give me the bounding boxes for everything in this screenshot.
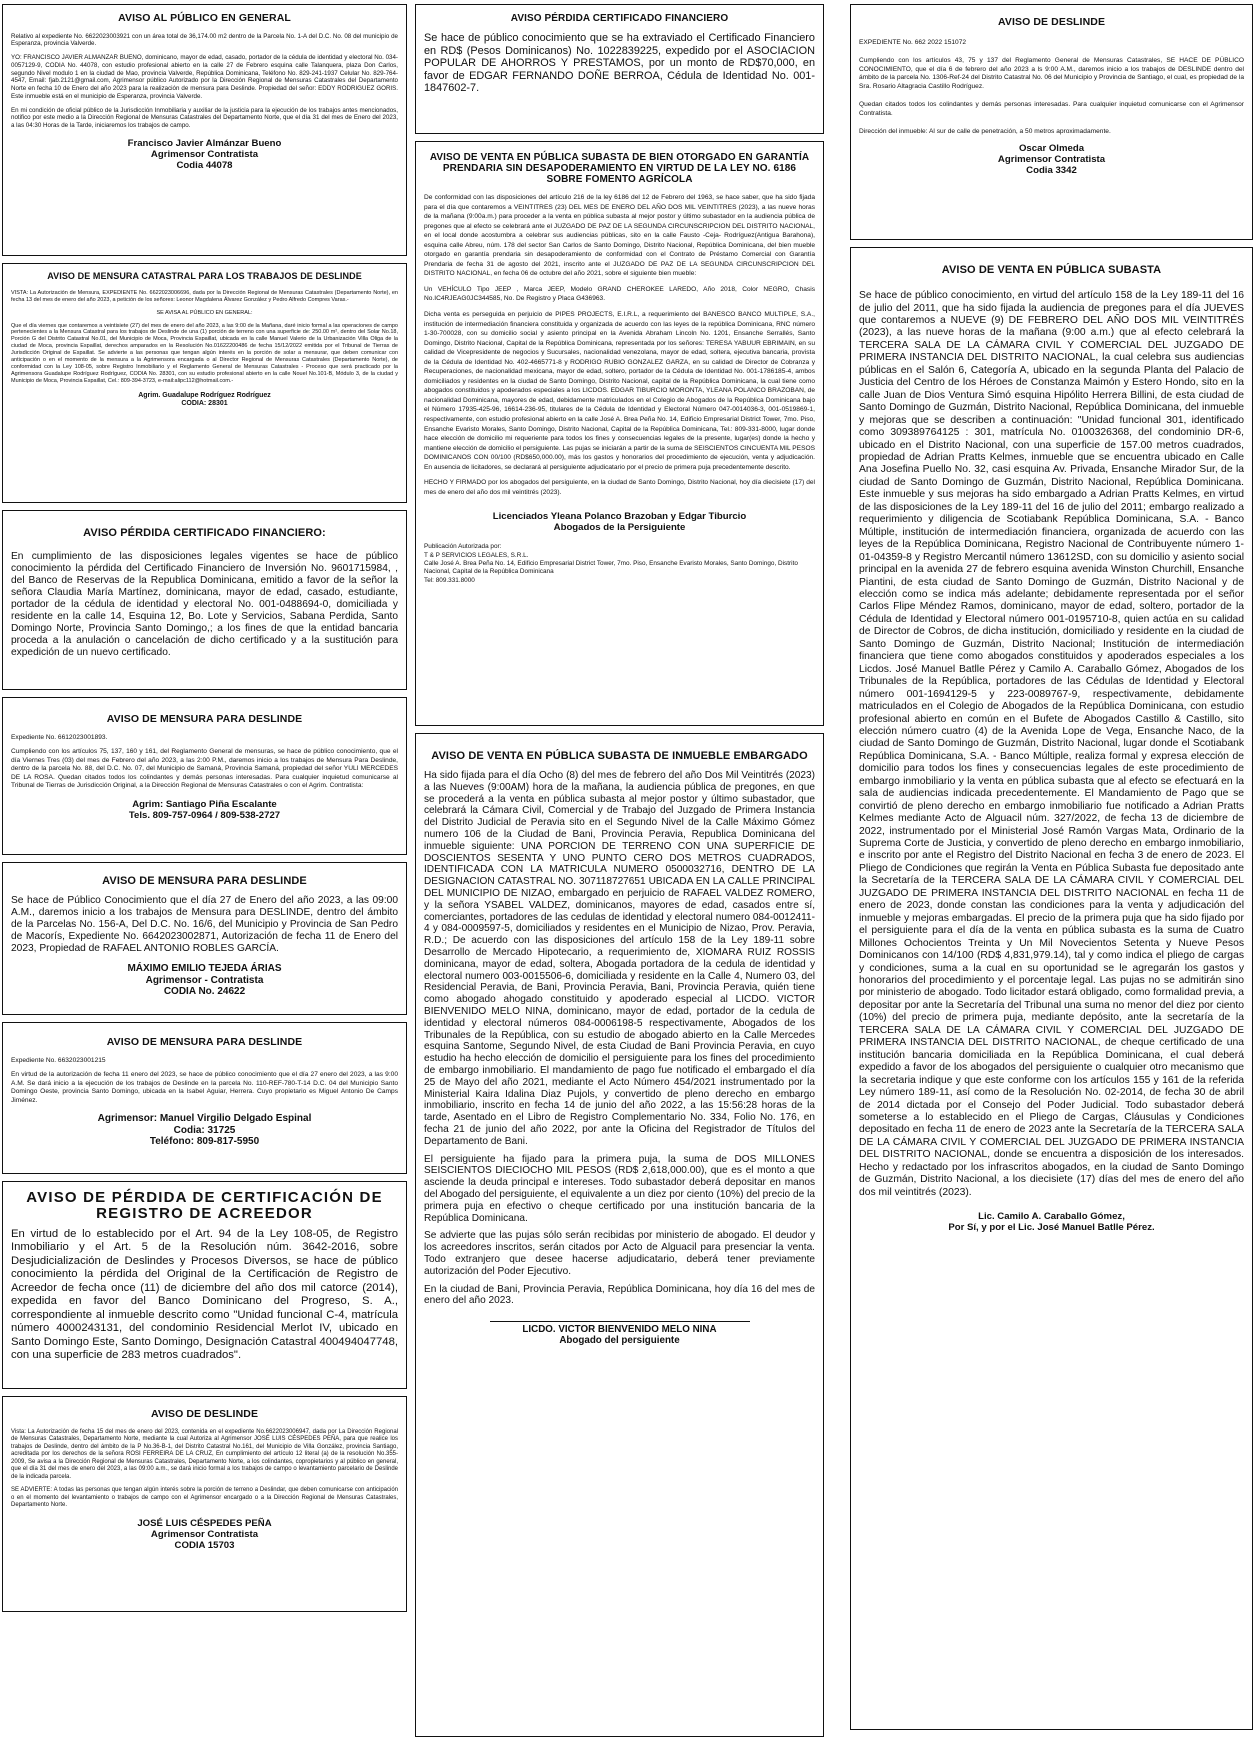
- signature-name: LICDO. VICTOR BIENVENIDO MELO NINA: [522, 1324, 717, 1336]
- notice-deslinde-villa-gonzalez: [2, 1396, 407, 1612]
- notice-paragraph: EXPEDIENTE No. 662 2022 151072: [859, 38, 967, 46]
- signature-role: Agrimensor Contratista: [150, 1528, 259, 1540]
- notice-paragraph: En mi condición de oficial público de la Jurisdicción Inmobiliaria y auxiliar de la justicia para la ejecución de los trabajos antes mencionados, notifico por este medio a la Dirección Regional de Mensuras Catastrales del Departamento Norte, que el día 31 del mes de Enero del 2023, a las 04:30 Horas de la Tarde, iniciaremos los trabajos de campo.: [11, 106, 398, 130]
- signature-codia: CODIA 15703: [174, 1539, 235, 1551]
- notice-paragraph: En virtud de lo establecido por el Art. 94 de la Ley 108-05, de Registro Inmobiliario y el Art. 5 de la Resolución núm. 3642-2016, sobre Desjudicialización de Deslindes y Procesos Diversos, se hace de público conocimiento la pérdida del Original de la Certificación de Registro de Acreedor de fecha once (11) de diciembre del año dos mil catorce (2014), expedida en favor del Banco Dominicano del Progreso, S. A., correspondiente al inmueble descrito como "Unidad funcional C-4, matrícula número 4000243131, del condominio Residencial Merlot IV, ubicado en Santo Domingo Este, Santo Domingo, Designación Catastral 400494047748, con una superficie de 283 metros cuadrados".: [11, 1227, 398, 1362]
- notice-paragraph: Ha sido fijada para el día Ocho (8) del mes de febrero del año Dos Mil Veintitrés (2023) a las Nueves (9:00AM) hora de la mañana, la audiencia pública de pregones, en que se procederá a la venta en pública subasta al mejor postor y último subastador, que celebrará la Cámara Civil, Comercial y de Trabajo del Juzgado de Primera Instancia del Distrito Judicial de Peravia sito en el Segundo Nivel de la Calle Máximo Gómez numero 106 de la Ciudad de Bani, Provincia Peravia, Republica Dominicana del inmueble siguiente: UNA PORCION DE TERRENO CON UNA SUPERFICIE DE DOSCIENTOS SESENTA Y UNO PUNTO CERO DOS METROS CUADRADOS, IDENTIFICADA CON LA MATRICULA NUMERO 0500032716, DENTRO DE LA DESIGNACION CATASTRAL NO. 307118727651 UBICADA EN LA CALLE PRINCIPAL DEL MUNICIPIO DE NIZAO, embargado en perjuicio de RAFAEL VALDEZ ROMERO, y la señora YSABEL VALDEZ, dominicanos, mayores de edad, casados entre sí, comerciantes, portadores de las cedulas de identidad y electoral numero 084-0012411-4 y 084-0009597-5, domiciliados y residentes en el Municipio de Nizao, Prov. Peravia, R.D.; De acuerdo con las disposiciones del artículo 158 de la Ley 189-11 sobre Desarrollo de Mercado Hipotecario, a requerimiento de, XIOMARA RUIZ ROSSIS dominicana, mayor de edad, soltera, Abogada portadora de la cedula de identidad y electoral numero 003-0015506-6, domiciliada y residente en la Calle 4, Numero 03, del Residencial Peravia, de Bani, Provincia Peravia, Bani, Provincia Peravia, quién tiene como abogado ahogado constituido y apoderado especial al LICDO. VICTOR BIENVENIDO MELO NINA, dominicano, mayor de edad, portador de la cedula de identidad y electoral números 084-0006198-5 respectivamente, Abogados de los Tribunales de la República, con su estudio de abogado abierto en la Calle Mercedes esquina Santome, Segundo Nivel, de esta Ciudad de Bani Provincia Peravia, en cuyo estudio ha hecho elección de domicilio el persiguiente para los fines del procedimiento de embargo inmobiliario. El mandamiento de pago fue notificado el embargado el día 25 de Mayo del año 2021, mediante el Acto Número 454/2021 instrumentado por la Ministerial Kaira Idalina Diaz Pujols, y convertido de pleno derecho en embargo inmobiliario, inscrito en fecha 14 de junio del año 2022, a las 15:56:28 horas de la tarde, Asentado en el Libro de Registro Complementario No. 334, Folio No. 176, en fecha 21 de junio del año 2022, por ante la Oficina del Registrador de Títulos del Departamento de Bani.: [424, 770, 815, 1147]
- signature-codia: CODIA No. 24622: [163, 986, 246, 998]
- notice-paragraph: Relativo al expediente No. 6622023003921 con un área total de 36,174.00 m2 dentro de la Parcela No. 1-A del D.C. No. 08 del municipio de Esperanza, provincia Valverde.: [11, 32, 398, 48]
- notice-mensura-catastral: [2, 263, 407, 503]
- notice-perdida-certificado-financiero: [2, 510, 407, 690]
- signature-name: MÁXIMO EMILIO TEJEDA ÁRIAS: [127, 963, 282, 975]
- column-middle: [415, 4, 824, 1744]
- signature-line: [490, 1321, 750, 1322]
- notice-venta-subasta-inmueble-embargado: [415, 733, 824, 1737]
- notice-paragraph: El persiguiente ha fijado para la primera puja, la suma de DOS MILLONES SEISCIENTOS DIECIOCHO MIL PESOS (RD$ 2,618,000.00), que es el monto a que asciende la deuda principal e intereses. Todo subastador deberá depositar en manos del Abogado del persiguiente, el equivalente a un diez por ciento (10%) del precio de la primera puja en efectivo o cheque certificado por una institución bancaria de la República Dominicana.: [424, 1153, 815, 1224]
- notice-paragraph: SE ADVIERTE: A todas las personas que tengan algún interés sobre la porción de terreno a Deslindar, que deben comunicarse con anticipación o en el momento del levantamiento o trabajos de campo con el Agrimensor encargado o a la Dirección Regional de Mensuras Catastrales, Departamento Norte.: [11, 1487, 398, 1509]
- signature-role: Abogado del persiguiente: [559, 1335, 680, 1347]
- publication-phone: Tel: 809.331.8000: [424, 576, 475, 584]
- signature-name: Agrim: Santiago Piña Escalante: [132, 798, 277, 810]
- notice-mensura-deslinde-san-pedro: [2, 862, 407, 1015]
- notice-title: AVISO DE PÉRDIDA DE CERTIFICACIÓN DE REGISTRO DE ACREEDOR: [26, 1189, 383, 1222]
- notice-aviso-publico-general: [2, 4, 407, 256]
- notice-mensura-deslinde-samana: [2, 697, 407, 855]
- notice-paragraph: De conformidad con las disposiciones del artículo 216 de la ley 6186 del 12 de Febrero del 1963, se hace saber, que ha sido fijada para el día que contaremos a VEINTITRES (23) DEL MES DE ENERO DEL AÑO DOS MIL VEINTITRES (2023), a las nueve horas de la mañana (9:00a.m.) para proceder a la venta en pública subasta al mejor postor y último subastador en la audiencia pública de pregones que al efecto se celebrará ante el JUZGADO DE PAZ DE LA SEGUNDA CIRCUNSCRIPCION DEL DISTRITO NACIONAL, en el local donde acostumbra a celebrar sus audiencias públicas, sito en la calle Fausto -Ceja- Rodríguez(Antigua Barahona), esquina calle Abreu, núm. 178 del sector San Carlos de Santo Domingo, Distrito Nacional, República Dominicana, del bien mueble otorgado en garantía prendaria sin desapoderamiento de conformidad con el Contrato de Préstamo Comercial con Garantía Prendaria de fecha 31 de agosto del 2021, inscrito ante el JUZGADO DE PAZ DE LA SEGUNDA CIRCUNSCRIPCION DEL DISTRITO NACIONAL, en fecha 06 de octubre del año 2021, sobre el siguiente bien mueble:: [424, 194, 815, 278]
- notice-title: AVISO DE MENSURA PARA DESLINDE: [106, 713, 303, 725]
- publication-firm: T & P SERVICIOS LEGALES, S.R.L.: [424, 551, 529, 559]
- signature-role: Agrimensor - Contratista: [145, 974, 264, 986]
- notice-title: AVISO DE VENTA EN PÚBLICA SUBASTA DE BIEN OTORGADO EN GARANTÍA PRENDARIA SIN DESAPODERAMIENTO EN VIRTUD DE LA LEY NO. 6186 SOBRE FOMENTO AGRÍCOLA: [429, 152, 810, 185]
- signature-block: [11, 799, 398, 821]
- notice-paragraph: En la ciudad de Bani, Provincia Peravia, República Dominicana, hoy día 16 del mes de enero del año 2023.: [424, 1283, 815, 1307]
- notice-paragraph: Un VEHÍCULO Tipo JEEP , Marca JEEP, Modelo GRAND CHEROKEE LAREDO, Año 2018, Color NEGRO, Chasis No.IC4RJEAG0JC344585, No. De Registro y Placa G436963.: [424, 285, 815, 303]
- signature-name: Oscar Olmeda: [1018, 143, 1085, 155]
- signature-block: [424, 511, 815, 533]
- signature-codia: Codia 3342: [1026, 165, 1077, 177]
- notice-paragraph: En virtud de la autorización de fecha 11 enero del 2023, se hace de público conocimiento que el día 27 enero del 2023, a las 9:00 A.M. Se dará inicio a la ejecución de los trabajos de Deslinde en la parcela No. 110-REF-780-T-14 D.C. 04 del Municipio Santo Domingo Oeste, provincia Santo Domingo, ubicada en la Isabel Aguiar, Herrera. Cuyo propietario es Miguel Antonio De Camps Jiménez.: [11, 1071, 398, 1104]
- signature-block: [11, 138, 398, 171]
- signature-codia: Codia: 31725: [173, 1124, 236, 1136]
- signature-name: Agrim. Guadalupe Rodríguez Rodríguez: [138, 392, 271, 400]
- signature-block: [11, 1113, 398, 1148]
- notice-title: AVISO DE MENSURA PARA DESLINDE: [102, 875, 307, 887]
- signature-name: Francisco Javier Almánzar Bueno: [127, 137, 282, 149]
- notice-title: AVISO PÉRDIDA CERTIFICADO FINANCIERO: [510, 13, 729, 24]
- column-left: [2, 4, 407, 1619]
- publication-address: Calle José A. Brea Peña No. 14, Edificio Empresarial District Tower, 7mo. Piso, Ensanche Evaristo Morales, Santo Domingo, Distrito Nacional, Capital de la República Dominicana: [424, 560, 798, 576]
- notice-paragraph: YO: FRANCISCO JAVIER ALMANZAR BUENO, dominicano, mayor de edad, casado, portador de la cédula de identidad y electoral No. 034-0057129-9, CODIA No. 44078, con estudio profesional abierto en la calle 27 de Febrero esquina calle Talanquera, plaza Don Carlos, segundo Nivel modulo 1 en la ciudad de Mao, provincia Valverde, República Dominicana, Teléfono No. 829-241-1937 Celular No. 829-764-4547, Email: fjab.2121@gmail.com, Agrimensor público Autorizado por la Dirección Regional de Mensuras Catastrales del Departamento Norte en fecha 10 de Enero del año 2023 para la realización de mensura para Deslinde. Propiedad del señor: EDDY RODRIGUEZ GORIS. Este inmueble está en el municipio de Esperanza, provincia Valverde.: [11, 54, 398, 100]
- signature-codia: CODIA: 28301: [181, 400, 228, 408]
- notice-title: AVISO DE DESLINDE: [150, 1408, 259, 1420]
- publication-credit: [424, 543, 815, 585]
- notice-paragraph: Quedan citados todos los colindantes y demás personas interesadas. Para cualquier inquietud comunicarse con el Agrimensor Contratista.: [859, 101, 1244, 117]
- notice-paragraph: Se hace de público conocimiento que se ha extraviado el Certificado Financiero en RD$ (Pesos Dominicanos) No. 1022839225, expedido por el ASOCIACION POPULAR DE AHORROS Y PRESTAMOS, por un monto de RD$70,000, en favor de EDGAR FERNANDO DOÑE BERROA, Cédula de Identidad No. 001-1847602-7.: [424, 32, 815, 95]
- notice-mensura-deslinde-santo-domingo-oeste: [2, 1022, 407, 1174]
- signature-role: Agrimensor Contratista: [150, 148, 259, 160]
- signature-role: Abogados de la Persiguiente: [553, 522, 686, 534]
- notice-deslinde-santiago: [850, 4, 1253, 240]
- signature-phone: Teléfono: 809-817-5950: [149, 1136, 260, 1148]
- notice-paragraph: HECHO Y FIRMADO por los abogados del persiguiente, en la ciudad de Santo Domingo, Distrito Nacional, hoy día diecisiete (17) del mes de enero del año dos mil veintitrés (2023).: [424, 479, 815, 496]
- signature-phones: Tels. 809-757-0964 / 809-538-2727: [128, 809, 281, 821]
- signature-name: Lic. Camilo A. Caraballo Gómez,: [978, 1211, 1125, 1223]
- notice-title: AVISO DE MENSURA PARA DESLINDE: [106, 1036, 303, 1048]
- notice-paragraph: Se hace de público conocimiento, en virtud del artículo 158 de la Ley 189-11 del 16 de julio del 2011, que ha sido fijada la audiencia de pregones para el día JUEVES que contaremos a NUEVE (9) DE FEBRERO DEL AÑO DOS MIL VEINTITRÉS (2023), a las nueve horas de la mañana (9:00 a.m.) que al efecto celebrará la TERCERA SALA DE LA CÁMARA CIVIL Y COMERCIAL DEL JUZGADO DE PRIMERA INSTANCIA DEL DISTRITO NACIONAL, la cual celebra sus audiencias públicas en el Salón 6, Categoría A, ubicado en la segunda Planta del Palacio de Justicia del Centro de los Héroes de Constanza Maimón y Estero Hondo, sito en la calle Juan de Dios Ventura Simó esquina Hipólito Herrera Billini, de esta ciudad de Santo Domingo de Guzmán, Distrito Nacional, República Dominicana, del inmueble y mejoras que se describen a continuación: "Unidad funcional 301, identificado como 309389764125 : 301, matrícula No. 0100326368, del condominio DR-6, ubicado en el Distrito Nacional, con una superficie de 157.00 metros cuadrados, propiedad de Adrian Pratts Kelmes, inmueble que se encuentra ubicado en Calle Ana Josefina Puello No. 32, casi esquina Av. Privada, Ensanche Mirador Sur, de la ciudad de Santo Domingo de Guzmán, Distrito Nacional, República Dominicana. Este inmueble y sus mejoras ha sido embargado a Adrian Pratts Kelmes, en virtud de las disposiciones de la Ley 189-11 del 16 de julio del 2011; embargo realizado a requerimiento y diligencia de Scotiabank República Dominicana, S.A. - Banco Múltiple, institución de intermediación financiera, organizada de acuerdo con las leyes de la República Dominicana, Registro Nacional de Contribuyente número 1-01-04359-8 y Registro Mercantil número 13612SD, con su domicilio y asiento social principal en la avenida 27 de febrero esquina avenida Winston Churchill, Ensanche Piantini, de esta ciudad de Santo Domingo de Guzmán, Distrito Nacional y de elección como se indica más adelante; debidamente representada por el señor Carlos Flipe Méndez Ramos, dominicano, mayor de edad, soltero, portador de la Cédula de Identidad y Electoral número 001-0195710-8, quien actúa en su calidad de Director de Cobros, de dicha institución, domiciliado y residente en la ciudad de Santo Domingo de Guzmán, Distrito Nacional; Institución de intermediación financiera que tiene como abogados constituidos y apoderados especiales a los Licdos. José Manuel Batlle Pérez y Camilo A. Caraballo Gómez, Abogados de los Tribunales de la República, portadores de las Cédulas de Identidad y Electoral número 001-1694129-5 y 223-0089767-9, respectivamente, debidamente matriculados en el Colegio de Abogados de la República Dominicana, con estudio profesional abierto en común en el Bufete de Abogados Castillo & Castillo, sito elección número cuatro (4) de la Avenida Lope de Vega, Ensanche Naco, de la ciudad de Santo Domingo de Guzmán, Distrito Nacional, lugar donde el Scotiabank República Dominicana, S.A. - Banco Múltiple, realiza formal y expresa elección de domicilio para todos los fines y consecuencias legales de este procedimiento de embargo inmobiliario y la venta en pública subasta que al efecto se efectuará en la sala de audiencias indicada precedentemente. El Mandamiento de Pago que se convirtió de pleno derecho en embargo inmobiliario fue notificado a Adrian Pratts Kelmes mediante Acto de Alguacil núm. 327/2022, de fecha 13 de diciembre de 2022, instrumentado por el Ministerial José Ramón Vargas Mata, Ordinario de la Suprema Corte de Justicia, y convertido de pleno derecho en embargo inmobiliario, e inscrito por ante el Registro del Distrito Nacional en fecha 3 de enero de 2023. El Pliego de Condiciones que regirán la Venta en Pública Subasta fue depositado ante la Secretaría de la TERCERA SALA DE LA CÁMARA CIVIL Y COMERCIAL DEL JUZGADO DE PRIMERA INSTANCIA DEL DISTRITO NACIONAL en fecha 11 de enero de 2023, donde constan las condiciones para la venta y adjudicación del inmueble y mejoras embargadas. El precio de la primera puja que ha sido fijado por el persiguiente para el día de la venta en pública subasta es la suma de Cuatro Millones Ochocientos Treinta y Un Mil Novecientos Setenta y Nueve Pesos Dominicanos con 14/100 (RD$ 4,831,979.14), tal y como indica el pliego de cargas y condiciones, suma a la cual en su oportunidad se le agregarán los gastos y honorarios del procedimiento y el porcentaje legal. Las pujas no se admitirán sino por ministerio de abogado. Todo licitador estará obligado, como formalidad previa, a depositar por ante la Secretaría del Tribunal una suma no menor del diez por ciento (10%) del precio de primera puja, mediante depósito, ante la secretaría de la TERCERA SALA DE LA CÁMARA CIVIL Y COMERCIAL DEL JUZGADO DE PRIMERA INSTANCIA DEL DISTRITO NACIONAL, de cheque certificado de una institución bancaria domiciliada en la República Dominicana, el cual deberá expedido a favor de los abogados del persiguiente o cualquier otro mecanismo que la secretaria indique y que este conforme con los artículos 155 y 161 de la referida Ley número 189-11, así como de la Resolución No. 02-2014, de fecha 30 de abril de 2014 dictada por el Consejo del Poder Judicial. Todo subastador deberá someterse a lo establecido en el Pliego de Cargas, Cláusulas y Condiciones depositado en fecha 11 de enero de 2023 ante la Secretaría de la TERCERA SALA DE LA CÁMARA CIVIL Y COMERCIAL DEL JUZGADO DE PRIMERA INSTANCIA DEL DISTRITO NACIONAL, donde se encuentra a disposición de los interesados. Hecho y redactado por los infrascritos abogados, en la ciudad de Santo Domingo de Guzmán, Distrito Nacional, a los diecisiete (17) días del mes de enero del año dos mil veintitrés (2023).: [859, 290, 1244, 1198]
- signature-codia: Codia 44078: [176, 159, 233, 171]
- notice-title: AVISO AL PÚBLICO EN GENERAL: [118, 12, 291, 24]
- column-right: [850, 4, 1253, 1737]
- signature-block: [859, 143, 1244, 176]
- signature-block: [11, 1518, 398, 1551]
- notice-paragraph: Cumpliendo con los artículos 43, 75 y 137 del Reglamento General de Mensuras Catastrales, SE HACE DE PÚBLICO CONOCIMIENTO, que el día 6 de febrero del año 2023 a ls 9:00 A.M., daremos inicio a los trabajos de DESLINDE dentro del ámbito de la parcela No. 1306-Ref-24 del Distrito Catastral No. 06 del Municipio y Provincia de Santiago, el cual, es propiedad de la Sra. Rosario Altagracia Castillo Rodríguez.: [859, 57, 1244, 90]
- notice-paragraph: En cumplimiento de las disposiciones legales vigentes se hace de público conocimiento la pérdida del Certificado Financiero de Inversión No. 9601715984, , del Banco de Reservas de la Republica Dominicana, emitido a favor de la señor la señora Claudia María Martínez, dominicana, mayor de edad, casado, estudiante, portador de la cédula de identidad y electoral No. 001-0488694-0, domiciliada y residente en la calle 14, Esquina 12, Bo. Lote y Servicios, Sabana Perdida, Santo Domingo Norte, Provincia Santo Domingo,; a los fines de que la entidad bancaria proceda a la anulación o cancelación de dicho certificado y a la sustitución para expedición de un nuevo certificado.: [11, 551, 398, 659]
- notice-paragraph: Se advierte que las pujas sólo serán recibidas por ministerio de abogado. El deudor y los acreedores inscritos, serán citados por Acto de Alguacil para presenciar la venta. Todo extranjero que desee hacerse adjudicatario, deberá tener previamente autorización del Poder Ejecutivo.: [424, 1230, 815, 1277]
- signature-role: Agrimensor Contratista: [997, 154, 1106, 166]
- signature-role: Por Sí, y por el Lic. José Manuel Batlle Pérez.: [948, 1222, 1155, 1234]
- signature-block: [424, 1324, 815, 1347]
- notice-paragraph: Expediente No. 6632023001215: [11, 1056, 106, 1064]
- notice-venta-publica-subasta: [850, 247, 1253, 1730]
- signature-name: JOSÉ LUIS CÉSPEDES PEÑA: [137, 1517, 272, 1529]
- notice-title: AVISO DE VENTA EN PÚBLICA SUBASTA: [941, 264, 1162, 276]
- notice-paragraph: Dicha venta es perseguida en perjuicio de PIPES PROJECTS, E.I.R.L, a requerimiento del BANESCO BANCO MULTIPLE, S.A., institución de intermediación financiera constituida y organizada de acuerdo con las leyes de la república Dominicana, RNC número 1-30-700028, con su domicilio social y asiento principal en la Avenida Abraham Lincoln No. 1201, Ensanche Serrallés, Santo Domingo, Distrito Nacional, Capital de la República Dominicana, representada por los señores: TERESA YABUUR EBRIMAIN, en su calidad de Vicepresidente de negocios y Sucursales, nacionalidad venezolana, mayor de edad, soltera, ejecutiva bancaria, provista de la Cédula de Identidad No. 402-4665771-8 y RODRIGO RUBIO GONZALEZ GARZA, en su calidad de Director de Cobranza y Recuperaciones, de nacionalidad mexicana, mayor de edad, soltero, portador de la Cédula de Identidad No. 001-1786185-4, ambos domiciliados y residentes en la ciudad de Santo Domingo, Distrito Nacional, capital de la República Dominicana, la cual tiene como abogados constituidos y apoderados especiales a los LICDOS. EDGAR TIBURCIO MORONTA, YLEANA POLANCO BRAZOBAN, de nacionalidad Dominicana, mayores de edad, debidamente matriculados en el Colegio de Abogados de la República Dominicana bajo el Número 17935-425-96, 16614-236-95, titulares de la Cédula de Identidad y Electoral Número 047-0014036-3, 001-0519869-1, respectivamente, con estudio profesional abierto en la calle José A. Brea Peña No. 14, Edificio Empresarial District Tower, 7mo. Piso, Ensanche Evaristo Morales, Santo Domingo, Distrito Nacional, Capital de la República Dominicana, Tel.: 809-331-8000, lugar donde hace elección de domicilio mi requeriente para todos los fines y consecuencias legales de la presente, lugar(es) donde la hecho y mantiene elección de domicilio el persiguiente. Las pujas se iniciarán a partir de la suma de SEISCIENTOS CINCUENTA MIL PESOS DOMINICANOS CON 00/100 (RD$650,000.00), más los gastos y honorarios del procedimiento de ejecución, venta y adjudicación. En ausencia de licitadores, se declarará al persiguiente adjudicatario por el precio de primera puja precedentemente descrito.: [424, 311, 815, 471]
- signature-name: Agrimensor: Manuel Virgilio Delgado Espinal: [97, 1113, 312, 1125]
- notice-title: AVISO DE DESLINDE: [997, 16, 1106, 28]
- notice-title: AVISO PÉRDIDA CERTIFICADO FINANCIERO:: [83, 527, 326, 539]
- signature-name: Licenciados Yleana Polanco Brazoban y Edgar Tiburcio: [492, 511, 747, 523]
- notice-paragraph: Que el día viernes que contaremos a veintisiete (27) del mes de enero del año 2023, a las 9:00 de la Mañana, daré inicio formal a las operaciones de campo pertenecientes a la Mensura Catastral para los trabajos de Deslinde de una (1) porción de terreno con una superficie de: 250.00 m², dentro del Solar No.18, Porción G del Distrito Catastral No.01, del Municipio de Moca, Provincia Espaillat, ubicada en la calle Manuel Valerio de la Urbanización Villa Oliga de la ciudad de Moca, provincia Espaillat, derechos amparados en la Resolución No.01622200486 de fecha 15/12/2022 emitida por el Tribunal de Tierras de Jurisdicción Original de Espaillat. Se advierte a las personas que tengan algún interés en la porción de solar a mensurar, que deben comunicar con anticipación o en el momento de la mensura a la Agrimensora encargada o al Director Regional de Mensuras Catastrales (Departamento Norte), de conformidad con la Ley 108-05, sobre Registro Inmobiliario y el Reglamento General de Mensuras Catastrales - Proceso que será practicado por la Agrimensora Guadalupe Rodríguez Rodríguez, CODIA No. 28301, con su estudio profesional abierto en la calle Nouel No.101-B, Módulo 3, de la ciudad y Municipio de Moca, Provincia Espaillat, Cel.: 809-394-3723, e-mail:alipc112@hotmail.com.-: [11, 322, 398, 384]
- signature-block: [11, 963, 398, 998]
- notice-paragraph: Se hace de Público Conocimiento que el día 27 de Enero del año 2023, a las 09:00 A.M., daremos inicio a los trabajos de Mensura para DESLINDE, dentro del ámbito de la Parcelas No. 156-A, Del D.C. No. 16/6, del Municipio y Provincia de San Pedro de Macorís, Expediente No. 6642023002871, Autorización de fecha 11 de Enero del 2023, Propiedad de RAFAEL ANTONIO ROBLES GARCÍA.: [11, 895, 398, 955]
- notice-paragraph: SE AVISA AL PÚBLICO EN GENERAL:: [156, 309, 253, 316]
- notice-paragraph: VISTA: La Autorización de Mensura, EXPEDIENTE No. 6622023006696, dada por la Dirección Regional de Mensuras Catastrales (Departamento Norte), en fecha 13 del mes de enero del año 2023, a petición de los señores: Leonor Magdalena Álvarez González y Pedro Alfredo Compres Varas.-: [11, 289, 398, 303]
- notice-paragraph: Vista: La Autorización de fecha 15 del mes de enero del 2023, contenida en el expediente No.6622023006947, dada por La Dirección Regional de Mensuras Catastrales, Departamento Norte, mediante la cual Autoriza al Agrimensor JOSÉ LUIS CÉSPEDES PEÑA, para que realice los trabajos de Deslinde, dentro del ámbito de la P No.36-B-1, del Distrito Catastral No.161, del Municipio de Villa González, provincia Santiago, acreditada por los derechos de la señora ROSI FERREIRA DE LA CRUZ, En cumplimiento del artículo 12 literal (a) de la resolución No.355-2009, Se avisa a la Dirección Regional de Mensuras Catastrales, Departamento Norte, a los colindantes, copropietarios y al público en general, que el día 31 del mes de enero del 2023, a las 09:00 a.m., se dará inicio formal a los trabajos de campo o levantamiento parcelario de Deslinde de la indicada parcela.: [11, 1428, 398, 1480]
- notice-perdida-certificado-financiero-app: [415, 4, 824, 134]
- notice-paragraph: Expediente No. 6612023001893.: [11, 733, 108, 741]
- publication-label: Publicación Autorizada por:: [424, 543, 502, 551]
- notice-paragraph: Cumpliendo con los artículos 75, 137, 160 y 161, del Reglamento General de mensuras, se hace de público conocimiento, que el día Viernes Tres (03) del mes de Febrero del año 2023, a las 2:00 P.M., daremos inicio a los trabajos de Mensura Para Deslinde, dentro de la parcela No. 88, del D.C. No. 07, del Municipio de Samaná, Provincia Samaná, propiedad del señor YULI MERCEDES DE LA ROSA. Quedan citados todos los colindantes y demás personas interesadas. Para cualquier inquietud comunicarse al Tribunal de Tierras de Jurisdicción Original, a la Dirección Regional de Mensuras Catastrales o con el Agrim. Contratista:: [11, 748, 398, 790]
- signature-block: [859, 1211, 1244, 1233]
- signature-block: [11, 392, 398, 408]
- notice-paragraph: Dirección del inmueble: Al sur de calle de penetración, a 50 metros aproximadamente.: [859, 128, 1111, 136]
- notice-perdida-certificacion-registro-acreedor: [2, 1181, 407, 1389]
- notice-title: AVISO DE MENSURA CATASTRAL PARA LOS TRABAJOS DE DESLINDE: [47, 271, 362, 281]
- notice-venta-subasta-garantia-prendaria: [415, 141, 824, 726]
- notice-title: AVISO DE VENTA EN PÚBLICA SUBASTA DE INMUEBLE EMBARGADO: [431, 750, 808, 762]
